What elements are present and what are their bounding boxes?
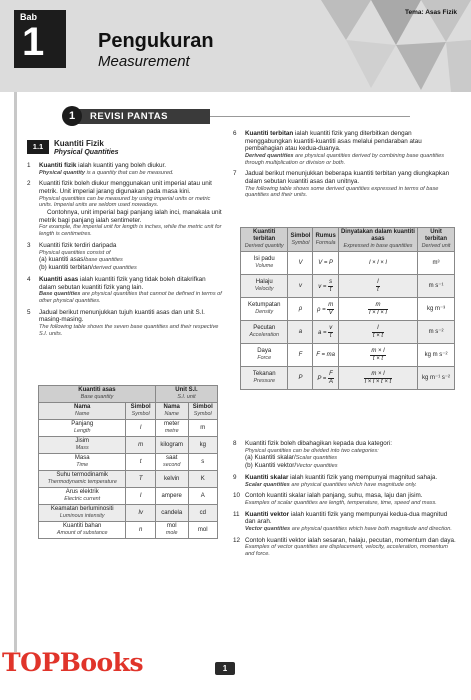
derived-quantity-table xyxy=(240,227,455,390)
table-row xyxy=(39,488,218,505)
derived-unit: kg m⁻³ xyxy=(418,298,455,321)
unit-name: mol mole xyxy=(155,522,188,539)
unit-name: saat second xyxy=(155,454,188,471)
quantity-name: Masa Time xyxy=(39,454,126,471)
chapter-badge xyxy=(14,10,66,68)
derived-unit: m s⁻¹ xyxy=(418,275,455,298)
table-row xyxy=(241,321,455,344)
quantity-symbol: Iv xyxy=(126,505,155,522)
revision-banner xyxy=(60,105,410,127)
quantity-symbol: I xyxy=(126,488,155,505)
unit-name: kelvin xyxy=(155,471,188,488)
quantity-name: Panjang Length xyxy=(39,420,126,437)
formula: F = ma xyxy=(313,344,338,367)
list-item: 10 Contoh kuantiti skalar ialah panjang, suhu, masa, laju dan jisim. Examples of scalar quantities are length, temperature, time, speed and mass. xyxy=(233,492,437,506)
theme-label: Tema: Asas Fizik xyxy=(404,9,457,16)
derived-quantity-name: Isi padu Volume xyxy=(241,252,288,275)
formula: ρ = $\frac{m}{V}$ xyxy=(313,298,338,321)
table-row xyxy=(241,367,455,390)
table-header: Kuantiti terbitan Derived quantity xyxy=(241,228,288,252)
quantity-symbol: T xyxy=(126,471,155,488)
chapter-title: Pengukuran xyxy=(98,30,214,52)
list-item: 11 Kuantiti vektor ialah kuantiti fizik yang mempunyai kedua-dua magnitud dan arah. Vector quantities are physical quantities which have both magnitude and direction. xyxy=(233,510,452,532)
chapter-number: 1 xyxy=(22,20,45,64)
left-column xyxy=(27,162,222,342)
list-item: 2 Kuantiti fizik boleh diukur menggunakan unit imperial atau unit metrik. Unit imperial jarang digunakan pada masa kini. Physical quantities can be measured by using imperial units or metric units. Imperial units are seldom used nowadays. Contohnya, unit imperial bagi panjang ialah inci, manakala unit metrik bagi panjang ialah sentimeter. For example, the imperial unit for length is inches, while the metric unit for length is centimetres. xyxy=(27,180,222,238)
table-row xyxy=(39,505,218,522)
table-row xyxy=(241,252,455,275)
quantity-name: Arus elektrik Electric current xyxy=(39,488,126,505)
list-item: 8 Kuantiti fizik boleh dibahagikan kepada dua kategori: Physical quantities can be divided into two categories: (a) Kuantiti skalar/Scalar quantities (b) Kuantiti vektor/Vector quantities xyxy=(233,440,393,470)
divider xyxy=(210,116,410,117)
table-row xyxy=(39,420,218,437)
list-item: 6 Kuantiti terbitan ialah kuantiti fizik yang diterbitkan dengan menggabungkan kuantiti-kuantiti asas melalui pendaraban atau pembahagian atau kedua-duanya. Derived quantities are physical quantities derived by combining base quantities through multiplication or division or both. xyxy=(233,130,444,166)
list-item: 5 Jadual berikut menunjukkan tujuh kuantiti asas dan unit S.I. masing-masing. The following table shows the seven base quantities and their respective S.I. units. xyxy=(27,308,219,337)
unit-name: candela xyxy=(155,505,188,522)
quantity-name: Suhu termodinamik Thermodynamic temperature xyxy=(39,471,126,488)
base-expression: $\frac{m \times l}{l \times l \times t \times t}$ xyxy=(338,367,417,390)
quantity-name: Kuantiti bahan Amount of substance xyxy=(39,522,126,539)
table-row xyxy=(241,298,455,321)
unit-symbol: A xyxy=(188,488,217,505)
unit-name: meter metre xyxy=(155,420,188,437)
unit-name: kilogram xyxy=(155,437,188,454)
chapter-header xyxy=(0,0,471,92)
derived-quantity-name: Pecutan Acceleration xyxy=(241,321,288,344)
right-column-bottom xyxy=(233,440,458,562)
quantity-name: Keamatan berluminositi Luminous intensity xyxy=(39,505,126,522)
unit-symbol: kg xyxy=(188,437,217,454)
section-badge: 1.1 xyxy=(27,140,49,154)
list-item: 12 Contoh kuantiti vektor ialah sesaran, halaju, pecutan, momentum dan daya. Examples of vector quantities are displacement, velocity, acceleration, momentum and force. xyxy=(233,536,456,558)
derived-symbol: V xyxy=(288,252,313,275)
derived-symbol: v xyxy=(288,275,313,298)
base-expression: $\frac{l}{t \times t}$ xyxy=(338,321,417,344)
list-item: 1 Kuantiti fizik ialah kuantiti yang boleh diukur. Physical quantity is a quantity that can be measured. xyxy=(27,162,174,176)
derived-unit: m³ xyxy=(418,252,455,275)
formula: V = P xyxy=(313,252,338,275)
formula: a = $\frac{v}{t}$ xyxy=(313,321,338,344)
topbooks-logo: TOPBooks xyxy=(2,648,144,677)
chapter-title-en: Measurement xyxy=(98,53,190,70)
section-title-en: Physical Quantities xyxy=(54,149,119,156)
table-row xyxy=(39,437,218,454)
list-item: 3 Kuantiti fizik terdiri daripada Physical quantities consist of (a) kuantiti asas/base quantities (b) kuantiti terbitan/derived quantities xyxy=(27,241,137,272)
base-expression: l × l × l xyxy=(338,252,417,275)
table-row xyxy=(39,522,218,539)
table-header: Unit S.I. S.I. unit xyxy=(155,386,217,403)
list-item: 9 Kuantiti skalar ialah kuantiti fizik yang mempunyai magnitud sahaja. Scalar quantities are physical quantities which have magnitude only. xyxy=(233,473,438,488)
list-item: 7 Jadual berikut menunjukkan beberapa kuantiti terbitan yang diungkapkan dalam sebutan kuantiti asas dan unitnya. The following table shows some derived quantities expressed in terms of base quantities and their units. xyxy=(233,170,450,199)
derived-quantity-name: Daya Force xyxy=(241,344,288,367)
quantity-name: Jisim Mass xyxy=(39,437,126,454)
table-header: Rumus Formula xyxy=(313,228,338,252)
base-expression: $\frac{m \times l}{t \times t}$ xyxy=(338,344,417,367)
table-header: Simbol Symbol xyxy=(288,228,313,252)
quantity-symbol: m xyxy=(126,437,155,454)
page-number: 1 xyxy=(215,662,235,675)
right-column-top xyxy=(233,130,458,203)
page-margin-bar xyxy=(14,92,17,652)
derived-quantity-name: Ketumpatan Density xyxy=(241,298,288,321)
derived-quantity-name: Tekanan Pressure xyxy=(241,367,288,390)
table-row xyxy=(241,275,455,298)
list-item: 4 Kuantiti asas ialah kuantiti fizik yang tidak boleh ditakrifkan dalam sebutan kuantiti fizik yang lain. Base quantities are physical quantities that cannot be defined in terms of other physical quantities. xyxy=(27,275,222,304)
section-title: Kuantiti Fizik xyxy=(54,139,104,148)
derived-unit: m s⁻² xyxy=(418,321,455,344)
derived-symbol: ρ xyxy=(288,298,313,321)
unit-name: ampere xyxy=(155,488,188,505)
base-expression: $\frac{m}{l \times l \times l}$ xyxy=(338,298,417,321)
derived-symbol: a xyxy=(288,321,313,344)
quantity-symbol: t xyxy=(126,454,155,471)
chapter-word: Bab xyxy=(20,12,38,22)
table-row xyxy=(39,454,218,471)
table-header: Unit terbitan Derived unit xyxy=(418,228,455,252)
unit-symbol: s xyxy=(188,454,217,471)
base-quantity-table: Kuantiti asas Base quantity Unit S.I. S.I. unit Nama Name Simbol Symbol Nama Name Simbol Symbol Panjang Length l meter metre m Jisim Mass m kilogram kg Masa Time t saat second s Suhu termodinamik Thermodynamic temperature T kelvin K Arus elektrik Electric current I ampere A Keamatan berluminositi Luminous intensity Iv candela cd Kuantiti bahan Amount of substance n mol mole mol xyxy=(38,385,218,539)
derived-symbol: P xyxy=(288,367,313,390)
revision-label: REVISI PANTAS xyxy=(74,109,210,124)
quantity-symbol: n xyxy=(126,522,155,539)
table-row xyxy=(39,471,218,488)
derived-unit: kg m⁻¹ s⁻² xyxy=(418,367,455,390)
base-expression: $\frac{l}{t}$ xyxy=(338,275,417,298)
formula: v = $\frac{s}{t}$ xyxy=(313,275,338,298)
unit-symbol: K xyxy=(188,471,217,488)
table-row xyxy=(241,344,455,367)
table-header: Dinyatakan dalam kuantiti asas Expressed in base quantities xyxy=(338,228,417,252)
revision-badge: 1 xyxy=(62,106,82,126)
derived-unit: kg m s⁻² xyxy=(418,344,455,367)
table-header: Kuantiti asas Base quantity xyxy=(39,386,156,403)
derived-quantity-name: Halaju Velocity xyxy=(241,275,288,298)
unit-symbol: m xyxy=(188,420,217,437)
quantity-symbol: l xyxy=(126,420,155,437)
unit-symbol: mol xyxy=(188,522,217,539)
unit-symbol: cd xyxy=(188,505,217,522)
formula: P = $\frac{F}{A}$ xyxy=(313,367,338,390)
derived-symbol: F xyxy=(288,344,313,367)
